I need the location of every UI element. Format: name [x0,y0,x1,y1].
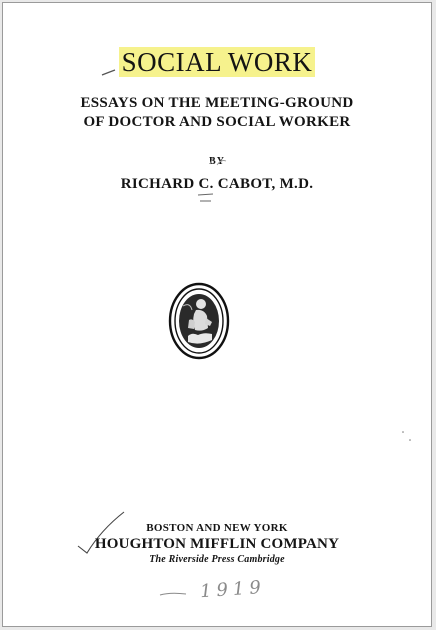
publisher-name: HOUGHTON MIFFLIN COMPANY [94,536,340,552]
pencil-scribble [208,155,230,167]
publication-place: BOSTON AND NEW YORK [146,522,288,534]
author-name: RICHARD C. CABOT, M.D. [120,176,314,192]
byline: BY [209,156,225,167]
handwritten-annotation: 1919 [199,576,267,603]
subtitle-line-2: OF DOCTOR AND SOCIAL WORKER [83,114,351,130]
title-page [2,2,432,627]
press-name: The Riverside Press Cambridge [149,554,285,565]
publisher-seal-logo [168,282,230,360]
title-highlight: SOCIAL WORK [119,47,316,77]
pencil-dash [158,585,194,599]
page-specks [398,428,418,448]
subtitle-line-1: ESSAYS ON THE MEETING-GROUND [80,95,354,111]
book-title [3,47,431,78]
pencil-underline [195,192,219,206]
